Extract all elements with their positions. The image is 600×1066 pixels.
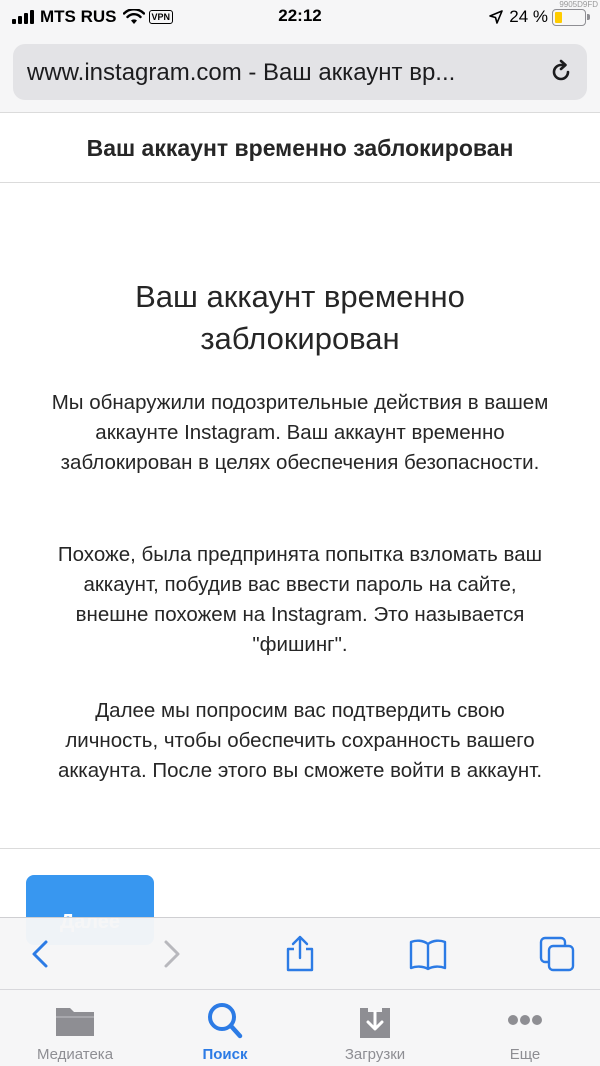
search-icon	[200, 1000, 250, 1040]
back-icon[interactable]	[20, 934, 60, 974]
paragraph-suspicious: Мы обнаружили подозрительные действия в вашем аккаунте Instagram. Ваш аккаунт временно заблокирован в целях обеспечения безопасности.	[51, 391, 549, 474]
tab-search-label: Поиск	[202, 1046, 248, 1063]
content-divider	[0, 848, 600, 849]
paragraph-phishing: Похоже, была предпринята попытка взломать ваш аккаунт, побудив вас ввести пароль на сайте, внешне похожем на Instagram. Это называется "фишинг".	[57, 543, 543, 656]
share-icon[interactable]	[280, 934, 320, 974]
tab-bar	[0, 989, 600, 1066]
tab-library[interactable]	[0, 990, 150, 1066]
browser-top-chrome	[0, 0, 600, 112]
blocked-heading: Ваш аккаунт временно заблокирован	[135, 279, 465, 356]
main-content	[0, 184, 600, 848]
build-tag: 9905D9FD	[559, 0, 598, 9]
tab-downloads-label: Загрузки	[344, 1046, 406, 1063]
folder-icon	[50, 1000, 100, 1040]
carrier-name: MTS RUS	[40, 7, 117, 26]
location-arrow-icon	[489, 10, 503, 24]
vpn-badge: VPN	[149, 10, 174, 24]
safari-toolbar	[0, 917, 600, 989]
tab-more[interactable]	[450, 990, 600, 1066]
status-right	[489, 6, 586, 28]
forward-icon[interactable]	[152, 934, 192, 974]
address-bar[interactable]	[13, 44, 587, 100]
address-text[interactable]: www.instagram.com - Ваш аккаунт вр...	[27, 59, 456, 86]
tab-search[interactable]	[150, 990, 300, 1066]
tabs-icon[interactable]	[537, 934, 577, 974]
bookmarks-icon[interactable]	[408, 934, 448, 974]
tab-downloads[interactable]	[300, 990, 450, 1066]
tab-library-label: Медиатека	[36, 1046, 114, 1063]
tab-more-label: Еще	[509, 1046, 541, 1063]
battery-percent: 24 %	[509, 7, 548, 26]
reload-icon[interactable]	[547, 58, 575, 86]
status-bar	[0, 0, 600, 34]
paragraph-verify: Далее мы попросим вас подтвердить свою личность, чтобы обеспечить сохранность вашего аккаунта. После этого вы сможете войти в аккаунт.	[57, 699, 543, 782]
battery-icon	[552, 9, 586, 26]
page-header	[0, 113, 600, 183]
page-header-title: Ваш аккаунт временно заблокирован	[86, 135, 514, 161]
status-time: 22:12	[278, 6, 322, 25]
more-icon	[500, 1000, 550, 1040]
download-icon	[350, 1000, 400, 1040]
